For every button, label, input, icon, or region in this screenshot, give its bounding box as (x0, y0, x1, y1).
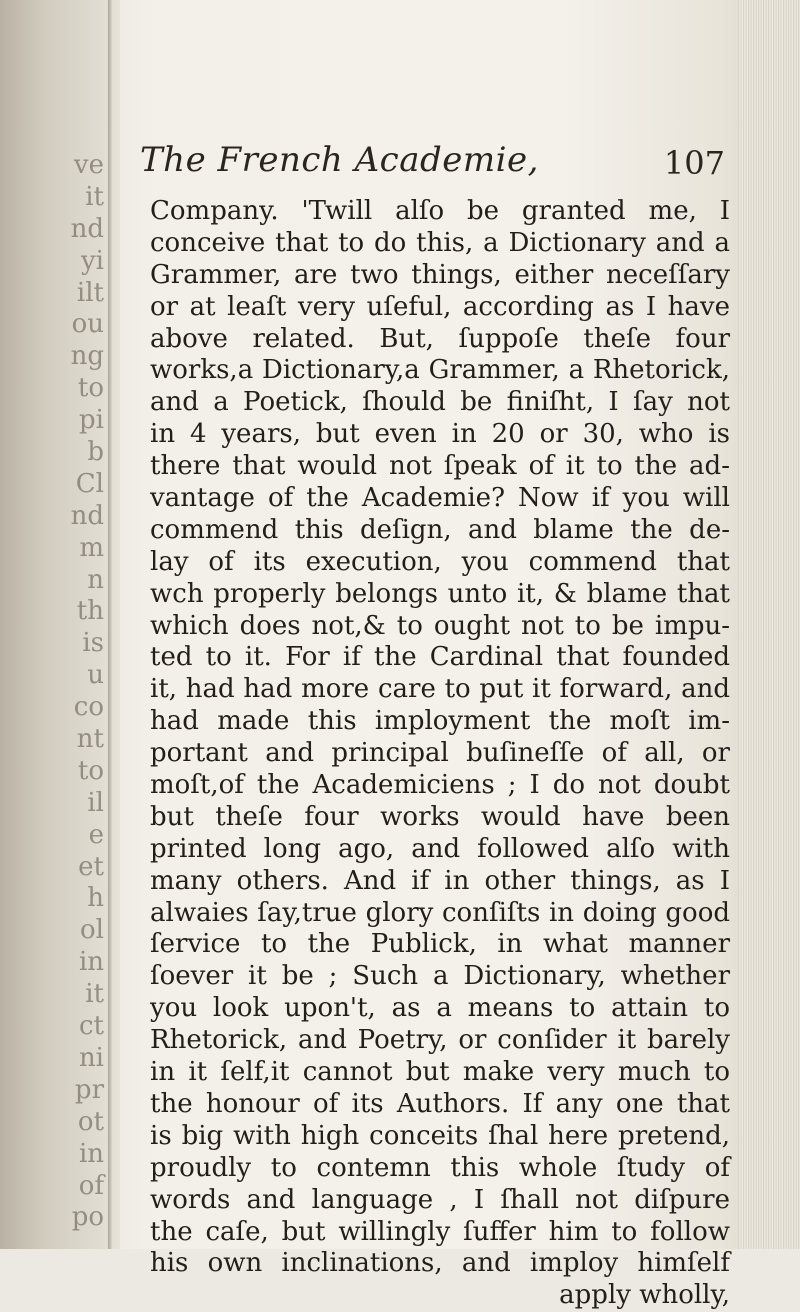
text-line: but theſe four works would have been (150, 801, 730, 832)
bleed-fragment: it (85, 181, 104, 212)
text-line: conceive that to do this, a Dictionary and a (150, 227, 730, 258)
bleed-fragment: ve (73, 150, 104, 180)
bleed-fragment: po (71, 1202, 104, 1233)
bleed-fragment: ni (78, 1042, 104, 1073)
text-line: words and language , I ſhall not diſpure (150, 1184, 730, 1215)
bleed-fragment: nd (70, 500, 104, 531)
body-text (150, 196, 730, 1312)
bleed-fragment: m (79, 532, 104, 563)
text-line: and a Poetick, ſhould be finiſht, I ſay not (150, 387, 730, 418)
text-line: it, had had more care to put it forward, and (150, 674, 730, 705)
bleed-fragment: is (82, 628, 104, 659)
bleed-fragment: co (73, 692, 104, 723)
text-line: in 4 years, but even in 20 or 30, who is (150, 419, 730, 450)
text-line: lay of its execution, you commend that (150, 546, 730, 577)
bleed-fragment: nd (70, 213, 104, 244)
facing-page-bleed-through (0, 150, 104, 1234)
text-line: many others. And if in other things, as I (150, 865, 730, 896)
text-line: in it ſelf,it cannot but make very much to (150, 1057, 730, 1088)
text-line: proudly to contemn this whole ſtudy of (150, 1152, 730, 1183)
bleed-fragment: in (78, 947, 104, 978)
bleed-fragment: b (87, 437, 104, 468)
text-line: alwaies ſay,true glory conſiſts in doing good (150, 897, 730, 928)
page-header (140, 140, 725, 192)
text-line: Company. 'Twill alſo be granted me, I (150, 196, 730, 226)
text-line: Grammer, are two things, either neceſſary (150, 259, 730, 290)
text-line: portant and principal buſineſſe of all, or (150, 738, 730, 769)
text-line: above related. But, ſuppoſe theſe four (150, 323, 730, 354)
bleed-fragment: in (78, 1138, 104, 1169)
bleed-fragment: it (85, 979, 104, 1010)
text-line: wch properly belongs unto it, & blame that (150, 578, 730, 609)
bleed-fragment: nt (76, 724, 104, 755)
bleed-fragment: il (87, 787, 104, 818)
bleed-fragment: th (76, 596, 104, 627)
text-line: his own inclinations, and imploy himſelf (150, 1248, 730, 1279)
text-line: printed long ago, and followed alſo with (150, 833, 730, 864)
text-line: there that would not ſpeak of it to the ad- (150, 451, 730, 482)
bleed-fragment: yi (80, 245, 104, 276)
bleed-fragment: h (87, 883, 104, 914)
text-line: or at leaſt very uſeful, according as I have (150, 291, 730, 322)
bleed-fragment: ng (70, 341, 104, 372)
bleed-fragment: e (88, 819, 104, 850)
text-line: vantage of the Academie? Now if you will (150, 483, 730, 514)
text-line: ſoever it be ; Such a Dictionary, whether (150, 961, 730, 992)
text-line: the caſe, but willingly ſuffer him to follow (150, 1216, 730, 1247)
text-line: had made this imployment the moſt im- (150, 706, 730, 737)
text-line: works,a Dictionary,a Grammer, a Rhetorick, (150, 355, 730, 386)
text-line: is big with high conceits ſhal here pretend, (150, 1120, 730, 1151)
text-line: Rhetorick, and Poetry, or conſider it barely (150, 1025, 730, 1056)
bleed-fragment: to (77, 373, 104, 404)
bleed-fragment: of (78, 1170, 104, 1201)
bleed-fragment: ilt (76, 277, 104, 308)
bleed-fragment: Cl (75, 468, 104, 499)
bleed-fragment: ot (77, 1106, 104, 1137)
page-fold (108, 0, 112, 1249)
bleed-fragment: ol (80, 915, 104, 946)
bleed-fragment: to (77, 755, 104, 786)
text-line: the honour of its Authors. If any one that (150, 1088, 730, 1119)
bleed-fragment: et (78, 851, 104, 882)
text-line: moſt,of the Academiciens ; I do not doubt (150, 770, 730, 801)
bleed-fragment: ct (78, 1011, 104, 1042)
page-edges (738, 0, 800, 1249)
bleed-fragment: u (87, 660, 104, 691)
page-number: 107 (663, 144, 725, 182)
bleed-fragment: pr (74, 1074, 104, 1105)
bleed-fragment: pi (79, 405, 104, 436)
text-line: apply wholly, (559, 1280, 730, 1311)
text-line: which does not,& to ought not to be impu- (150, 610, 730, 641)
text-line: commend this deſign, and blame the de- (150, 514, 730, 545)
text-line: ted to it. For if the Cardinal that founded (150, 642, 730, 673)
bleed-fragment: n (87, 564, 104, 595)
bleed-fragment: ou (71, 309, 104, 340)
text-line: you look upon't, as a means to attain to (150, 993, 730, 1024)
running-title: The French Academie, (140, 140, 539, 180)
text-line: ſervice to the Publick, in what manner (150, 929, 730, 960)
